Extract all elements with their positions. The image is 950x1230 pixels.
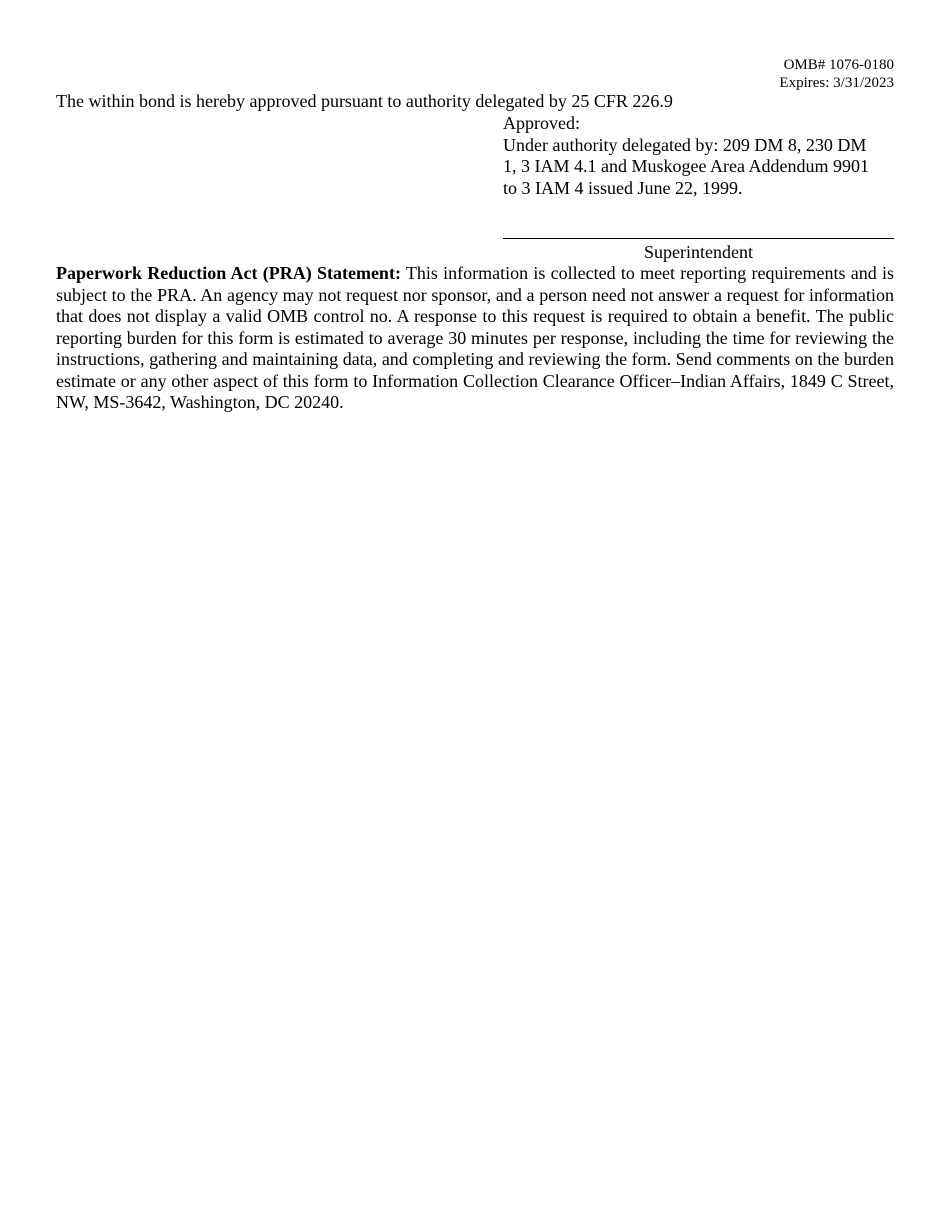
approved-label: Approved: (503, 113, 580, 133)
approval-statement: The within bond is hereby approved pursuant to authority delegated by 25 CFR 226.9 (56, 91, 673, 111)
pra-heading: Paperwork Reduction Act (PRA) Statement: (56, 263, 401, 283)
omb-number: OMB# 1076-0180 (783, 57, 894, 73)
omb-info (779, 56, 894, 92)
approval-block (503, 113, 894, 199)
pra-statement (56, 263, 894, 414)
signature-title: Superintendent (644, 242, 753, 262)
signature-line (503, 238, 894, 239)
expiration-date: Expires: 3/31/2023 (779, 75, 894, 91)
authority-line: 1, 3 IAM 4.1 and Muskogee Area Addendum 9901 (503, 156, 869, 176)
authority-line: Under authority delegated by: 209 DM 8, 230 DM (503, 134, 867, 155)
authority-line: to 3 IAM 4 issued June 22, 1999. (503, 177, 743, 198)
pra-body: This information is collected to meet reporting requirements and is subject to the PRA. An agency may not request nor sponsor, and a person need not answer a request for information that does not display a valid OMB control no. A response to this request is required to obtain a benefit. The public reporting burden for this form is estimated to average 30 minutes per response, including the time for reviewing the instructions, gathering and maintaining data, and completing and reviewing the form. Send comments on the burden estimate or any other aspect of this form to Information Collection Clearance Officer–Indian Affairs, 1849 C Street, NW, MS-3642, Washington, DC 20240. (56, 263, 894, 412)
